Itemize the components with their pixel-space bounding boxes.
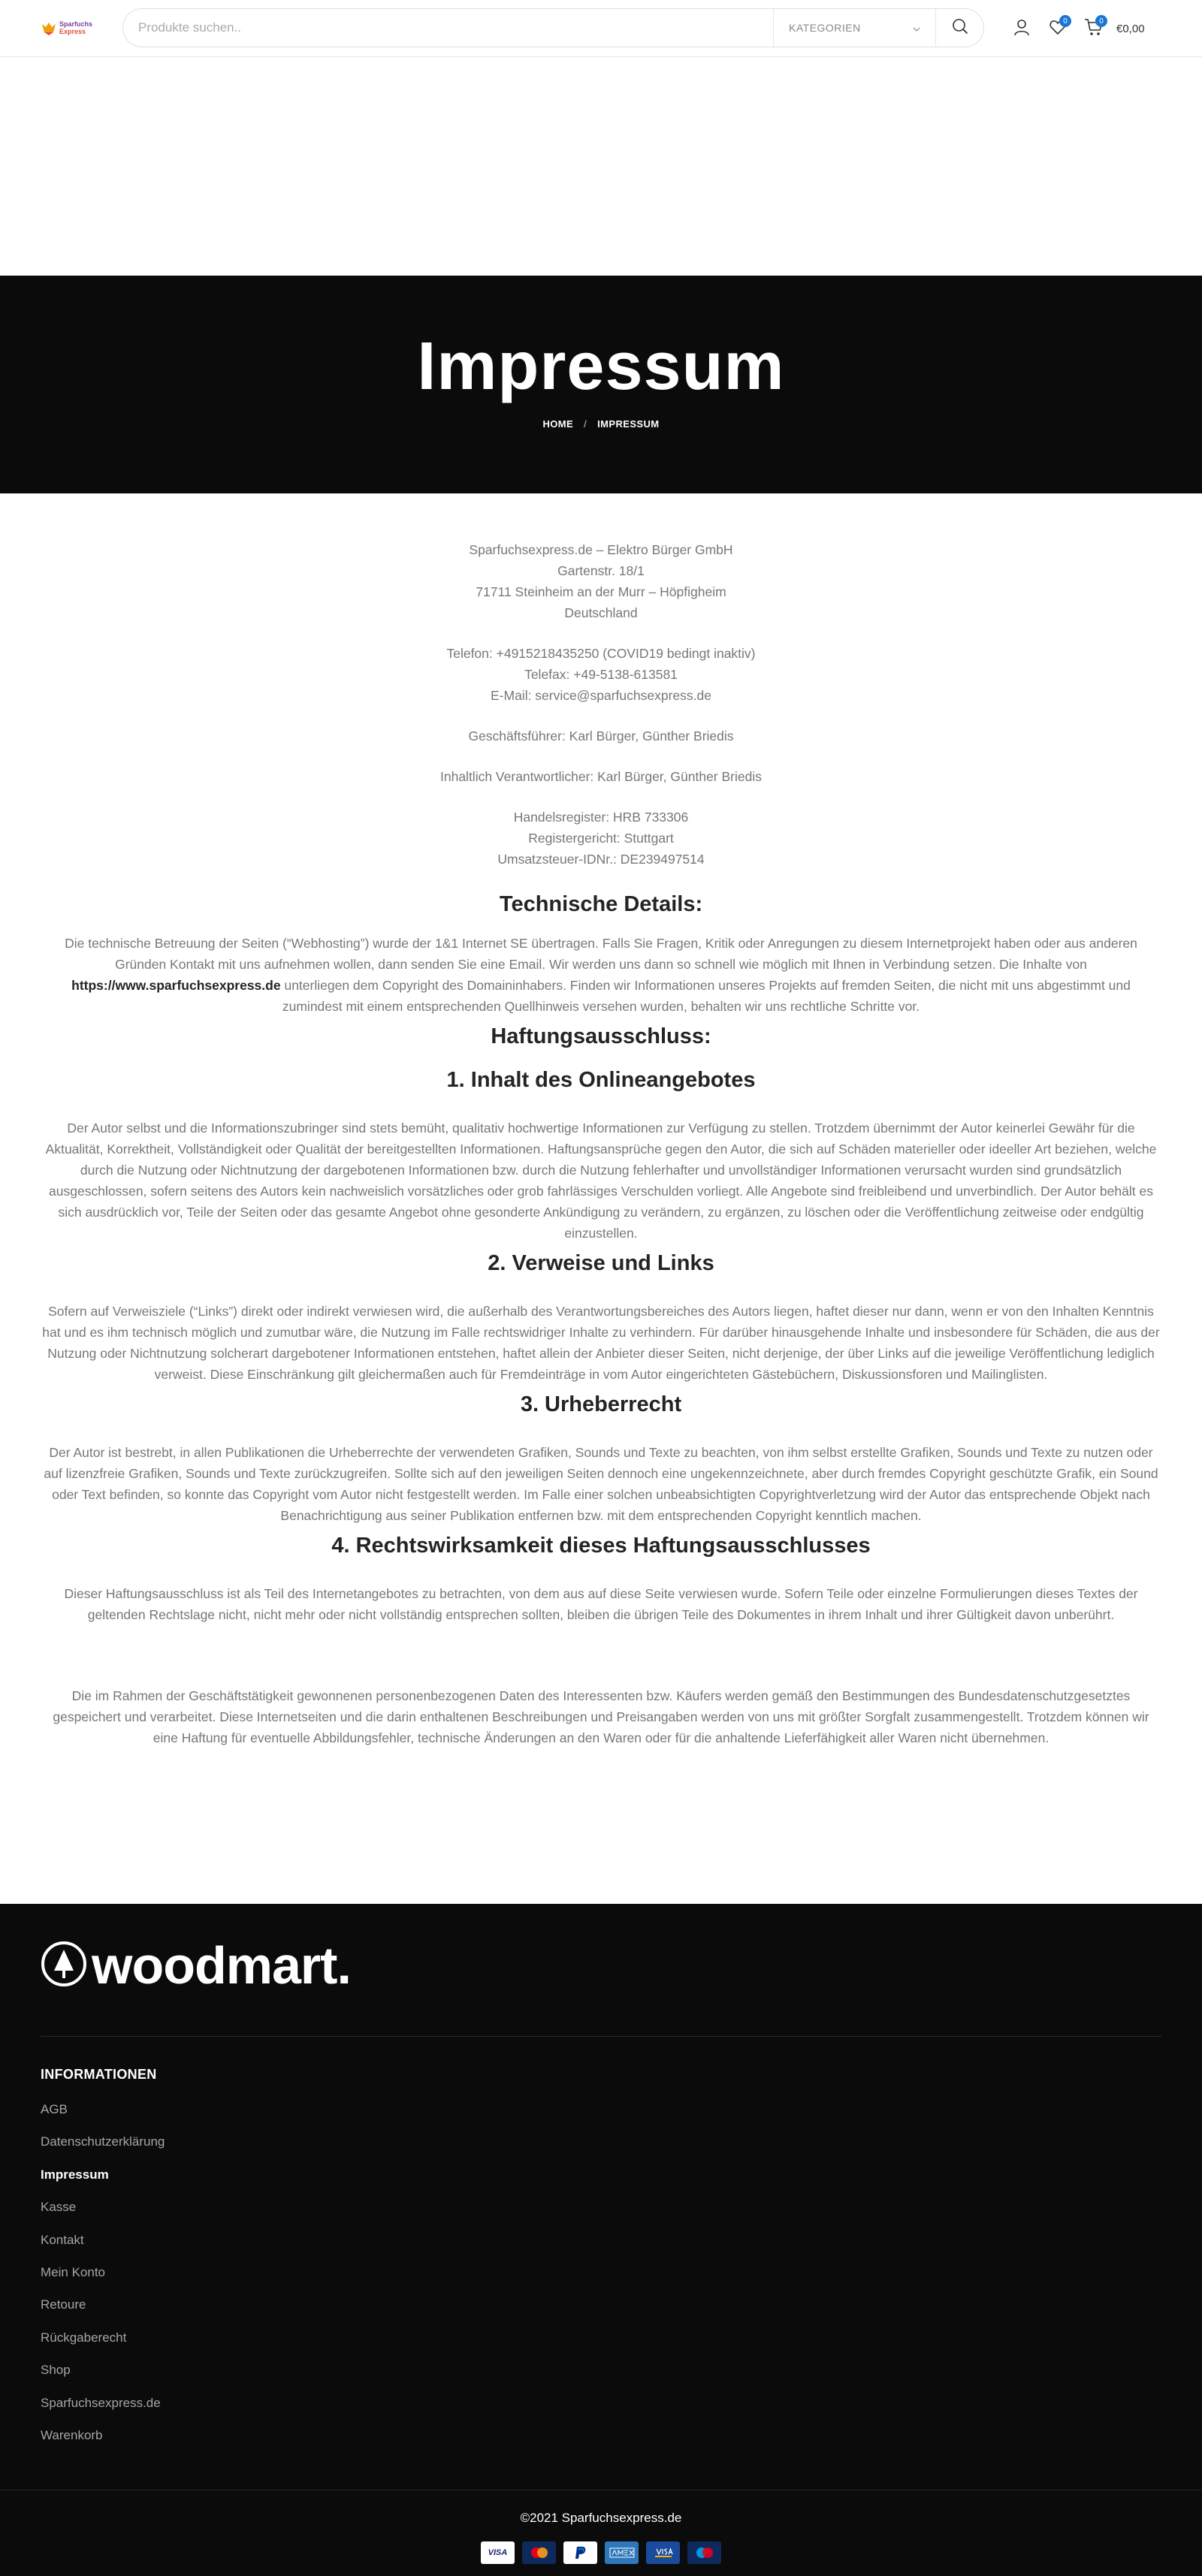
page-title-bar [0,276,1202,493]
section-1-text: Der Autor selbst und die Informationszubringer sind stets bemüht, qualitativ hochwertige Informationen zur Verfügung zu stellen. Trotzdem übernimmt der Autor keinerlei Gewähr für die Aktualität, Korrektheit, Vollständigkeit oder Qualität der bereitgestellten Informationen. Haftungsansprüche gegen den Autor, die sich auf Schäden materieller oder ideeller Art beziehen, welche durch die Nutzung oder Nichtnutzung der dargebotenen Informationen bzw. durch die Nutzung fehlerhafter und unvollständiger Informationen verursacht wurden sind grundsätzlich ausgeschlossen, sofern seitens des Autors kein nachweislich vorsätzliches oder grob fahrlässiges Verschulden vorliegt. Alle Angebote sind freibleibend und unverbindlich. Der Autor behält es sich ausdrücklich vor, Teile der Seiten oder das gesamte Angebot ohne gesonderte Ankündigung zu verändern, zu ergänzen, zu löschen oder die Veröffentlichung zeitweise oder endgültig einzustellen. [45,1121,1157,1241]
page-title: Impressum [417,329,785,404]
section-3-heading: 3. Urheberrecht [520,1392,682,1416]
section-4-text: Dieser Haftungsausschluss ist als Teil des Internetangebotes zu betrachten, von dem aus auf diese Seite verwiesen wurde. Sofern Teile oder einzelne Formulierungen dieses Textes der geltenden Rechtslage nicht, nicht mehr oder nicht vollständig entsprechen sollten, bleiben die übrigen Teile des Dokumentes in ihrem Inhalt und ihrer Gültigkeit davon unberührt. [64,1586,1138,1622]
logo-wordmark [59,20,92,35]
address-line: 71711 Steinheim an der Murr – Höpfigheim [476,584,726,599]
footer-links [41,2101,165,2459]
section-2-text: Sofern auf Verweisziele (“Links”) direkt oder indirekt verwiesen wird, die außerhalb des Verantwortungsbereiches des Autors liegen, haftet dieser nur dann, wenn er von den Inhalten Kenntnis hat und es ihm technisch möglich und zumutbar wäre, die Nutzung im Falle rechtswidriger Inhalte zu verhindern. Für darüber hinausgehende Inhalte und insbesondere für Schäden, die aus der Nutzung oder Nichtnutzung solcherart dargebotener Informationen entstehen, haftet allein der Anbieter dieser Seiten, nicht derjenige, der über Links auf die jeweilige Veröffentlichung lediglich verweist. Diese Einschränkung gilt gleichermaßen auch für Fremdeinträge in vom Autor eingerichteten Gästebüchern, Diskussionsforen und Mailinglisten. [42,1304,1160,1382]
footer-link-return-policy[interactable]: Rückgaberecht [41,2330,127,2345]
vat-id-line: Umsatzsteuer-IDNr.: DE239497514 [497,852,705,867]
section-2-heading: 2. Verweise und Links [488,1251,714,1275]
footer-logo[interactable] [41,1935,351,1995]
breadcrumb-current: IMPRESSUM [597,418,660,430]
search-button[interactable] [935,9,983,47]
footer-divider [41,2036,1161,2037]
email-line: E-Mail: service@sparfuchsexpress.de [491,688,711,703]
register-details [41,807,1161,870]
breadcrumb [0,418,1202,430]
visa-electron-icon [646,2541,680,2564]
footer-bottom [0,2490,1202,2576]
search-bar [122,8,984,47]
fox-logo-icon [41,20,57,36]
header-actions [1007,14,1145,44]
register-court-line: Registergericht: Stuttgart [528,831,674,846]
footer-link-shop[interactable]: Shop [41,2363,71,2378]
privacy-text: Die im Rahmen der Geschäftstätigkeit gewonnenen personenbezogenen Daten des Interessenten bzw. Käufers werden gemäß den Bestimmungen des Bundesdatenschutzgesetztes gespeichert und verarbeitet. Diese Internetseiten und die darin enthaltenen Beschreibungen und Preisangaben werden von uns mit größter Sorgfalt zusammengestellt. Trotzdem können wir eine Haftung für eventuelle Abbildungsfehler, technische Änderungen an den Waren oder für die anhaltende Lieferfähigkeit aller Waren nicht übernehmen. [53,1688,1149,1745]
logo-line-1: Sparfuchs [59,20,93,28]
contact-details [41,643,1161,706]
wishlist-count-badge: 0 [1059,15,1071,27]
copyright: ©2021 Sparfuchsexpress.de [520,2511,682,2525]
category-select-label: KATEGORIEN [789,22,861,34]
account-button[interactable] [1007,14,1037,44]
footer-link-checkout[interactable]: Kasse [41,2200,77,2215]
company-address [41,539,1161,623]
woodmart-tree-icon [41,1941,87,1991]
content-responsible [41,766,1161,787]
user-icon [1013,18,1031,40]
address-line: Gartenstr. 18/1 [557,563,645,578]
fax-line: Telefax: +49-5138-613581 [524,667,678,682]
site-header [0,0,1202,57]
ceo-line: Geschäftsführer: Karl Bürger, Günther Briedis [468,728,734,744]
footer-link-home[interactable]: Sparfuchsexpress.de [41,2395,161,2410]
tech-text-part-1: Die technische Betreuung der Seiten (“Webhosting”) wurde der 1&1 Internet SE übertragen. Falls Sie Fragen, Kritik oder Anregungen zu diesem Internetprojekt haben oder aus anderen Gründen Kontakt mit uns aufnehmen wollen, dann senden Sie eine Email. Wir werden uns dann so schnell wie möglich mit Ihnen in Verbindung setzen. Die Inhalte von [65,936,1137,972]
paypal-icon [563,2541,597,2564]
payment-icons [0,2541,1202,2564]
spacer [41,1625,1161,1685]
website-link[interactable]: https://www.sparfuchsexpress.de [71,978,281,993]
maestro-icon [687,2541,721,2564]
address-line: Sparfuchsexpress.de – Elektro Bürger GmbH [469,542,733,557]
footer-link-privacy[interactable]: Datenschutzerklärung [41,2134,165,2149]
footer-link-cart[interactable]: Warenkorb [41,2427,103,2442]
footer-link-impressum[interactable]: Impressum [41,2167,109,2182]
section-4-heading: 4. Rechtswirksamkeit dieses Haftungsausschlusses [331,1534,871,1558]
site-footer [0,1904,1202,2576]
managing-directors [41,725,1161,747]
mastercard-icon [522,2541,556,2564]
visa-icon: VISA [481,2541,515,2564]
cart-total[interactable]: €0,00 [1116,22,1145,35]
footer-link-contact[interactable]: Kontakt [41,2232,84,2247]
cart-button[interactable] [1079,14,1109,44]
site-logo[interactable] [41,17,95,39]
amex-icon [605,2541,639,2564]
footer-link-agb[interactable]: AGB [41,2102,68,2116]
wishlist-button[interactable] [1043,14,1073,44]
breadcrumb-separator: / [584,418,587,430]
technical-details-heading: Technische Details: [499,892,703,916]
tech-text-part-2: unterliegen dem Copyright des Domaininhabers. Finden wir Informationen unseres Projekts auf fremden Seiten, die nicht mit uns abgestimmt und zumindest mit einem entsprechenden Quellhinweis versehen wurden, behalten wir uns rechtliche Schritte vor. [280,978,1131,1014]
logo-line-2: Express [59,28,86,35]
category-select[interactable] [773,9,935,47]
cart-count-badge: 0 [1095,15,1107,27]
register-line: Handelsregister: HRB 733306 [513,810,689,825]
impressum-content [41,539,1161,1748]
footer-logo-text: woodmart. [92,1936,351,1995]
disclaimer-heading: Haftungsausschluss: [491,1024,711,1048]
breadcrumb-home-link[interactable]: HOME [542,418,574,430]
footer-info-heading: INFORMATIONEN [41,2067,157,2082]
search-icon [952,18,968,38]
section-3-text: Der Autor ist bestrebt, in allen Publikationen die Urheberrechte der verwendeten Grafiken, Sounds und Texte zu beachten, von ihm selbst erstellte Grafiken, Sounds und Texte zu nutzen oder auf lizenzfreie Grafiken, Sounds und Texte zurückzugreifen. Sollte sich auf den jeweiligen Seiten dennoch eine ungekennzeichnete, aber durch fremdes Copyright geschützte Grafik, ein Sound oder Text befinden, so konnte das Copyright vom Autor nicht festgestellt werden. Im Falle einer solchen unbeabsichtigten Copyrightverletzung wird der Autor das entsprechende Objekt nach Benachrichtigung aus seiner Publikation entfernen bzw. mit dem entsprechenden Copyright kenntlich machen. [44,1445,1158,1523]
responsible-line: Inhaltlich Verantwortlicher: Karl Bürger, Günther Briedis [440,769,762,784]
search-input[interactable] [123,9,773,47]
chevron-down-icon [913,22,920,34]
address-line: Deutschland [564,605,638,620]
section-1-heading: 1. Inhalt des Onlineangebotes [446,1068,756,1092]
phone-line: Telefon: +4915218435250 (COVID19 bedingt inaktiv) [446,646,756,661]
technical-details-text [41,933,1161,1017]
footer-link-account[interactable]: Mein Konto [41,2264,105,2279]
footer-link-returns[interactable]: Retoure [41,2297,86,2312]
